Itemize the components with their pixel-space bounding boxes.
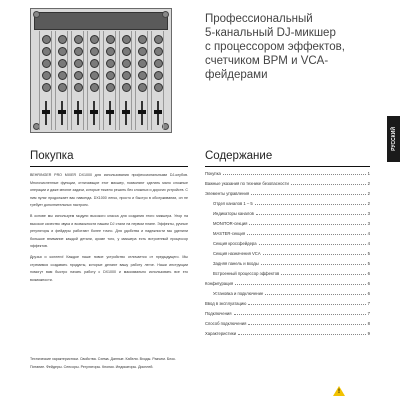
toc-leader-dots — [291, 182, 366, 185]
knob-icon — [138, 59, 147, 68]
knob-icon — [154, 71, 163, 80]
mixer-channel-strip — [55, 31, 68, 130]
toc-entry-label: Покупка — [205, 171, 221, 176]
title-line: 5-канальный DJ-микшер — [205, 27, 336, 39]
section-divider — [205, 166, 370, 167]
knob-icon — [154, 35, 163, 44]
knob-icon — [74, 35, 83, 44]
intro-paragraph: BEHRINGER PRO MIXER DX1000 для использования профессиональными DJ-клубов. Многочисленные функции, отличающие этот микшер, позволяют сделать мало сложные операции и даже многие задачи, которые тяжело решить без сложных и дорогих устройств. С ним пульт продолжает вас навсегда. DX1000 легко, просто и быстро в обслуживании, он не требует дополнительных настроек. — [30, 173, 188, 208]
section-divider — [30, 166, 188, 167]
toc-entry[interactable] — [205, 281, 370, 291]
knob-icon — [42, 83, 51, 92]
toc-entry-label: Задняя панель и входы — [213, 261, 259, 266]
toc-entry-page: 3 — [367, 221, 370, 226]
toc-entry[interactable] — [205, 331, 370, 341]
toc-entry-label: Конфигурация — [205, 281, 234, 286]
warning-mark: ! — [338, 389, 340, 395]
knob-icon — [106, 59, 115, 68]
fader-cap — [154, 110, 162, 114]
toc-leader-dots — [256, 212, 366, 215]
toc-entry-page: 7 — [367, 301, 370, 306]
toc-entry[interactable] — [205, 261, 370, 271]
knob-icon — [138, 47, 147, 56]
mixer-channel-strip — [151, 31, 164, 130]
mixer-channel-strip — [119, 31, 132, 130]
language-tab-label: РУССКИЙ — [390, 127, 397, 151]
title-line: с процессором эффектов, — [205, 41, 345, 53]
knob-icon — [138, 35, 147, 44]
toc-leader-dots — [261, 262, 366, 265]
intro-paragraph: В основе мы используем модули высокого класса для создания этого микшера. Упор на высокое качество звука и возможности нашим DJ стали на первом плане. Эффекты, ручные регуляторы и фейдеры работают более точно. Для удобства и надежности мы уделили большое внимание каждой детали, кроме того, у микшера есть встроенный процессор эффектов. — [30, 213, 188, 249]
toc-entry-label: Секция кроссфейдера — [213, 241, 257, 246]
knob-icon — [154, 47, 163, 56]
screw-icon — [162, 11, 169, 18]
toc-entry-page: 4 — [367, 231, 370, 236]
section-heading-purchase: Покупка — [30, 150, 74, 162]
toc-leader-dots — [223, 172, 366, 175]
toc-entry-label: MONITOR-секция — [213, 221, 248, 226]
toc-entry-page: 6 — [367, 281, 370, 286]
toc-entry-label: Отдел каналов 1 – 5 — [213, 201, 253, 206]
toc-leader-dots — [248, 302, 365, 305]
fader-cap — [122, 110, 130, 114]
knob-icon — [42, 59, 51, 68]
toc-entry-page: 7 — [367, 311, 370, 316]
toc-entry-label: Индикаторы каналов — [213, 211, 254, 216]
knob-icon — [74, 59, 83, 68]
toc-entry[interactable] — [205, 181, 370, 191]
fader-cap — [58, 110, 66, 114]
toc-entry-page: 2 — [367, 191, 370, 196]
intro-paragraph: Друзья и коллеги! Каждое наше новое устройство отличается от предыдущего. Мы стремимся создавать продукты, которые делают вашу работу легче. Наши инструкции помогут вам быстро начать работу с DX1000 и максимально использовать все его возможности. — [30, 254, 188, 282]
mixer-channel-strip — [135, 31, 148, 130]
toc-entry-page: 6 — [367, 291, 370, 296]
toc-entry-page: 3 — [367, 211, 370, 216]
title-line: фейдерами — [205, 69, 268, 81]
toc-entry-label: Важные указания по технике безопасности — [205, 181, 289, 186]
toc-entry[interactable] — [205, 211, 370, 221]
toc-entry-page: 4 — [367, 241, 370, 246]
toc-entry-page: 9 — [367, 331, 370, 336]
knob-icon — [106, 83, 115, 92]
toc-entry[interactable] — [205, 321, 370, 331]
toc-entry-label: Установка и подключение — [213, 291, 264, 296]
toc-leader-dots — [255, 202, 366, 205]
toc-leader-dots — [251, 192, 366, 195]
document-title — [205, 12, 365, 82]
toc-entry-page: 2 — [367, 181, 370, 186]
language-tab — [387, 116, 400, 162]
knob-icon — [90, 71, 99, 80]
section-heading-contents: Содержание — [205, 150, 273, 162]
toc-entry-label: Характеристики — [205, 331, 237, 336]
toc-leader-dots — [238, 332, 366, 335]
knob-icon — [58, 35, 67, 44]
title-line: Профессиональный — [205, 13, 313, 25]
toc-leader-dots — [234, 312, 366, 315]
toc-leader-dots — [249, 222, 365, 225]
knob-icon — [106, 47, 115, 56]
knob-icon — [154, 83, 163, 92]
knob-icon — [58, 59, 67, 68]
knob-icon — [42, 71, 51, 80]
knob-icon — [42, 35, 51, 44]
toc-entry-label: Встроенный процессор эффектов — [213, 271, 280, 276]
mixer-channel-strip — [71, 31, 84, 130]
toc-entry-label: Элементы управления — [205, 191, 250, 196]
fader-cap — [74, 110, 82, 114]
knob-icon — [90, 59, 99, 68]
knob-icon — [122, 83, 131, 92]
toc-leader-dots — [265, 292, 365, 295]
knob-icon — [58, 47, 67, 56]
knob-icon — [74, 83, 83, 92]
toc-entry-label: Ввод в эксплуатацию — [205, 301, 247, 306]
toc-entry[interactable] — [205, 291, 370, 301]
toc-entry-label: Подключения — [205, 311, 232, 316]
knob-icon — [122, 47, 131, 56]
intro-text — [30, 172, 188, 287]
toc-entry[interactable] — [205, 271, 370, 281]
knob-icon — [154, 59, 163, 68]
fader-cap — [90, 110, 98, 114]
title-line: счетчиком BPM и VCA- — [205, 55, 329, 67]
toc-entry-label: Секция назначения VCA — [213, 251, 261, 256]
toc-leader-dots — [248, 322, 365, 325]
knob-icon — [90, 35, 99, 44]
toc-leader-dots — [235, 282, 366, 285]
dj-mixer-photo — [30, 8, 172, 133]
toc-leader-dots — [263, 252, 366, 255]
toc-entry-label: Способ подключения — [205, 321, 247, 326]
toc-entry-page: 8 — [367, 321, 370, 326]
mixer-channel-strip — [87, 31, 100, 130]
toc-entry[interactable] — [205, 311, 370, 321]
toc-entry[interactable] — [205, 231, 370, 241]
toc-entry-page: 5 — [367, 251, 370, 256]
toc-entry-page: 1 — [367, 171, 370, 176]
knob-icon — [106, 35, 115, 44]
mixer-display-strip — [34, 12, 168, 30]
toc-entry-page: 6 — [367, 271, 370, 276]
fader-cap — [106, 110, 114, 114]
screw-icon — [33, 11, 40, 18]
knob-icon — [90, 83, 99, 92]
knob-icon — [122, 71, 131, 80]
knob-icon — [90, 47, 99, 56]
toc-leader-dots — [281, 272, 365, 275]
knob-icon — [42, 47, 51, 56]
knob-icon — [106, 71, 115, 80]
knob-icon — [138, 71, 147, 80]
knob-icon — [74, 71, 83, 80]
toc-entry-page: 5 — [367, 261, 370, 266]
footnote-text: Технические характеристики. Свойства. Схема. Данные. Кабели. Входы. Разъем. Блок. Питание. Фейдеры. Сенсоры. Регуляторы. Кнопки. Индикаторы. Дисплей. — [30, 357, 176, 369]
mixer-channel-strip — [39, 31, 52, 130]
toc-entry-label: MASTER-секция — [213, 231, 246, 236]
toc-entry[interactable] — [205, 301, 370, 311]
toc-entry[interactable] — [205, 201, 370, 211]
toc-entry-page: 2 — [367, 201, 370, 206]
toc-entry[interactable] — [205, 221, 370, 231]
knob-icon — [138, 83, 147, 92]
knob-icon — [122, 59, 131, 68]
table-of-contents — [205, 171, 370, 341]
fader-cap — [42, 110, 50, 114]
knob-icon — [122, 35, 131, 44]
knob-icon — [58, 71, 67, 80]
toc-entry[interactable] — [205, 241, 370, 251]
knob-icon — [74, 47, 83, 56]
toc-leader-dots — [247, 232, 366, 235]
knob-icon — [58, 83, 67, 92]
fader-cap — [138, 110, 146, 114]
mixer-channel-strip — [103, 31, 116, 130]
toc-entry[interactable] — [205, 171, 370, 181]
toc-leader-dots — [259, 242, 366, 245]
toc-entry[interactable] — [205, 251, 370, 261]
toc-entry[interactable] — [205, 191, 370, 201]
